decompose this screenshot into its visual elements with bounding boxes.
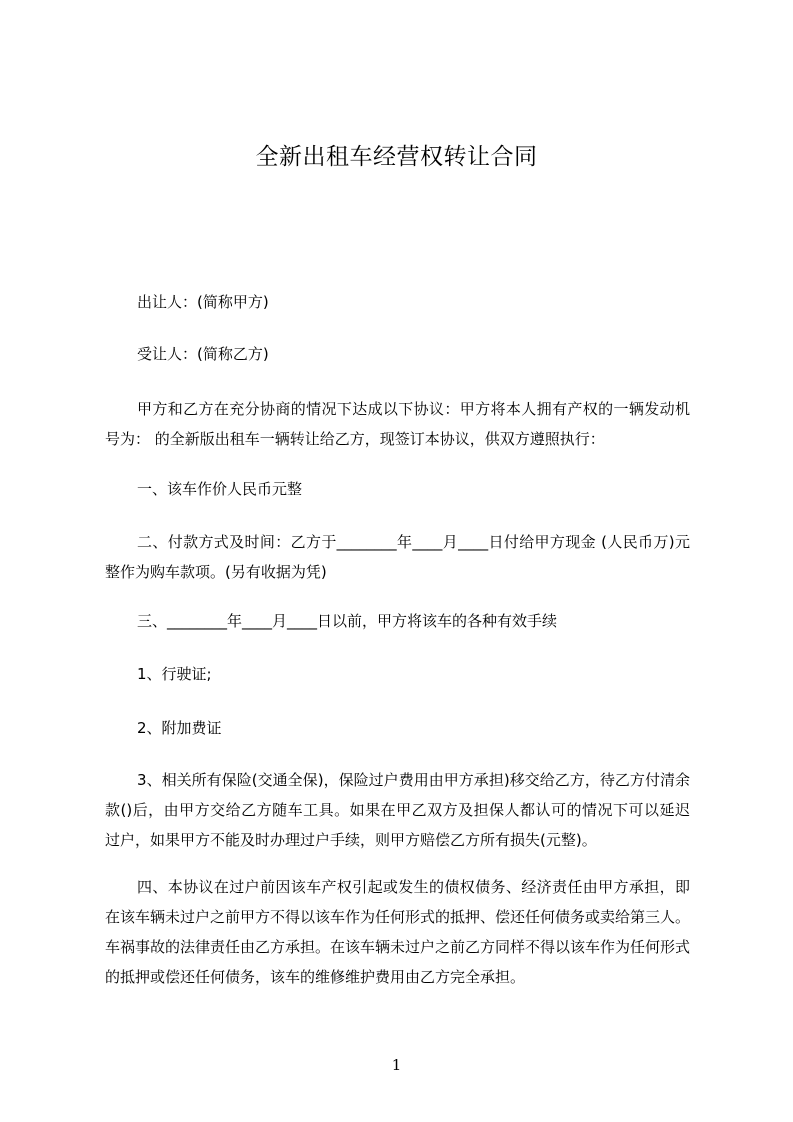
paragraph-item-2: 2、附加费证 bbox=[137, 719, 222, 737]
paragraph-clause-4: 四、本协议在过户前因该车产权引起或发生的债权债务、经济责任由甲方承担，即在该车辆未过户之前甲方不得以该车作为任何形式的抵押、偿还任何债务或卖给第三人。车祸事故的法律责任由乙方承担。在该车辆未过户之前乙方同样不得以该车作为任何形式的抵押或偿还任何债务，该车的维修维护费用由乙方完全承担。 bbox=[105, 878, 691, 986]
paragraph-assignee: 受让人：(简称乙方) bbox=[137, 345, 269, 363]
paragraph-clause-2: 二、付款方式及时间：乙方于________年____月____日付给甲方现金 (人民币万)元整作为购车款项。(另有收据为凭) bbox=[105, 533, 690, 581]
paragraph-item-1: 1、行驶证; bbox=[137, 665, 212, 683]
paragraph-clause-3: 三、________年____月____日以前，甲方将该车的各种有效手续 bbox=[137, 612, 558, 630]
paragraph-assignor: 出让人：(简称甲方) bbox=[137, 293, 269, 311]
paragraph-clause-1: 一、该车作价人民币元整 bbox=[137, 480, 303, 498]
paragraph-item-3: 3、相关所有保险(交通全保)，保险过户费用由甲方承担)移交给乙方，待乙方付清余款()后，由甲方交给乙方随车工具。如果在甲乙双方及担保人都认可的情况下可以延迟 过户，如果甲方不能及时办理过户手续，则甲方赔偿乙方所有损失(元整)。 bbox=[105, 771, 690, 849]
document-title: 全新出租车经营权转让合同 bbox=[255, 144, 538, 170]
paragraph-intro: 甲方和乙方在充分协商的情况下达成以下协议：甲方将本人拥有产权的一辆发动机号为： 的全新版出租车一辆转让给乙方，现签订本协议，供双方遵照执行： bbox=[105, 400, 690, 448]
page-number: 1 bbox=[391, 1056, 402, 1074]
